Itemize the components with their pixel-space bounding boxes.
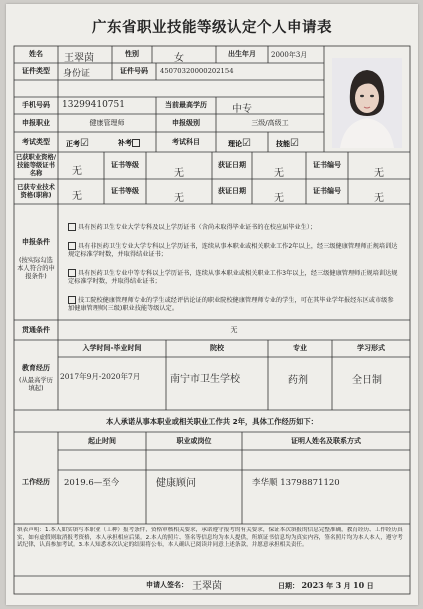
date-row: 日期： 2023 年 3 月 10 日 — [278, 580, 374, 590]
phone-value[interactable]: 13299410751 — [62, 100, 125, 110]
edu-period-header: 入学时间-毕业时间 — [82, 344, 142, 352]
occupation-label: 申报职业 — [22, 118, 50, 127]
phone-label: 手机号码 — [22, 101, 50, 109]
title-date-label: 获证日期 — [218, 187, 246, 195]
birth-label: 出生年月 — [228, 50, 256, 58]
id-number-value[interactable]: 45070320000202154 — [160, 67, 234, 75]
held-occupation-label: 已获职业资格/技能等级证书名称 — [15, 154, 57, 177]
held-date-value[interactable]: 无 — [274, 168, 284, 179]
skill-check-icon: ☑ — [290, 138, 299, 149]
witness-header: 证明人姓名及联系方式 — [291, 436, 361, 445]
title-date-value[interactable]: 无 — [274, 193, 284, 204]
work-commit-text: 本人承诺从事本职业或相关职业工作共 2年，具体工作经历如下： — [106, 416, 318, 426]
makeup-option[interactable] — [118, 138, 142, 148]
date-month[interactable]: 3 — [335, 580, 342, 590]
study-form-value[interactable]: 全日制 — [352, 375, 382, 386]
condition-3-checkbox-icon — [68, 269, 76, 277]
name-value[interactable]: 王翠茵 — [64, 53, 94, 64]
condition-1-text: 具有医药卫生专业大学专科及以上学历证书（含尚未取得毕业证书的在校应届毕业生）； — [78, 224, 317, 231]
title-no-value[interactable]: 无 — [374, 193, 384, 204]
name-label: 姓名 — [29, 50, 43, 58]
id-type-label: 证件类型 — [22, 67, 50, 75]
work-period-value[interactable]: 2019.6—至今 — [64, 478, 120, 488]
condition-4-checkbox-icon — [68, 296, 76, 304]
regular-check-icon: ☑ — [80, 138, 89, 149]
held-level-value[interactable]: 无 — [174, 168, 184, 179]
work-unit-value[interactable]: 健康顾问 — [156, 478, 196, 489]
level-label: 申报级别 — [172, 118, 200, 127]
title-level-label: 证书等级 — [111, 187, 139, 195]
through-value[interactable]: 无 — [230, 325, 238, 334]
skill-option[interactable] — [276, 138, 299, 149]
sign-value[interactable]: 王翠茵 — [192, 581, 222, 592]
title-name-value[interactable]: 无 — [72, 191, 82, 202]
title-no-label: 证书编号 — [313, 187, 341, 195]
theory-check-icon: ☑ — [242, 138, 251, 149]
makeup-label: 补考 — [118, 139, 132, 147]
condition-3[interactable] — [68, 269, 398, 286]
held-title-label: 已获专业技术资格(职称) — [17, 184, 55, 199]
portrait-icon — [332, 58, 402, 148]
declaration-text: 填表声明：1.本人如实填写本职业（工种）报考条件，资格审核相关要求，承诺遵守报考的有关要求，保证本次填报的信息完整准确，教育经历、工作经历真实，如有虚假则取消报考资格，本人承担相应后果。2.本人的照片、签名等信息均为本人提供，所填证书信息均为真实内容，签名照片均为本人本人，遵守考试纪律，认真参加考试。3.本人知悉本次认定的结果将公布，本人确认已阅读并同意上述条款，并愿意承担相关责任。 — [17, 527, 403, 548]
education-value[interactable]: 中专 — [232, 104, 252, 115]
skill-label: 技能 — [276, 140, 290, 148]
signature-row: 申请人签名： — [146, 581, 188, 589]
application-form — [6, 4, 418, 605]
held-occupation-value[interactable]: 无 — [72, 166, 82, 177]
exam-type-label: 考试类型 — [22, 137, 50, 146]
subjects-label: 考试科目 — [172, 137, 200, 146]
condition-2-text: 具有非医药卫生专业大学专科以上学历证书，连续从事本职业或相关职业工作2年以上，经三级健康管理师正规培训达规定标准学时数，并取得结业证书； — [68, 243, 398, 258]
conditions-note: (按实际勾选本人符合的申报条件) — [17, 257, 55, 280]
level-value[interactable]: 三级/高级工 — [251, 118, 289, 127]
id-number-label: 证件号码 — [120, 67, 148, 75]
date-year[interactable]: 2023 — [301, 580, 324, 590]
condition-4[interactable] — [68, 296, 398, 313]
condition-2[interactable] — [68, 242, 398, 259]
form-title: 广东省职业技能等级认定个人申请表 — [92, 20, 332, 36]
witness-value[interactable]: 李华顺 13798871120 — [252, 478, 340, 488]
makeup-checkbox-icon — [132, 139, 140, 147]
school-header: 院校 — [210, 344, 224, 352]
edu-history-label: 教育经历 — [22, 363, 50, 372]
condition-3-text: 具有医药卫生专业中等专科以上学历证书，连续从事本职业或相关职业工作3年以上，经三级健康管理师正规培训达规定标准学时数，并取得结业证书； — [68, 270, 398, 285]
edu-period-value[interactable]: 2017年9月-2020年7月 — [60, 372, 141, 381]
through-label: 贯通条件 — [22, 325, 50, 334]
birth-value[interactable]: 2000年3月 — [271, 51, 308, 59]
theory-label: 理论 — [228, 140, 242, 148]
regular-option[interactable] — [66, 138, 89, 149]
sign-label: 申请人签名 — [146, 581, 181, 589]
gender-value[interactable]: 女 — [174, 53, 184, 64]
condition-1[interactable] — [68, 223, 398, 232]
cert-no-label: 证书编号 — [313, 161, 341, 169]
gender-label: 性别 — [125, 50, 139, 58]
condition-1-checkbox-icon — [68, 223, 76, 231]
major-value[interactable]: 药剂 — [288, 375, 308, 386]
conditions-label: 申报条件 — [22, 237, 50, 246]
work-unit-header: 职业或岗位 — [176, 436, 212, 445]
held-no-value[interactable]: 无 — [374, 168, 384, 179]
occupation-value[interactable]: 健康管理师 — [89, 118, 125, 127]
cert-level-label: 证书等级 — [111, 161, 139, 169]
education-label: 当前最高学历 — [165, 101, 207, 109]
work-period-header: 起止时间 — [88, 436, 116, 445]
condition-2-checkbox-icon — [68, 242, 76, 250]
date-label: 日期 — [278, 582, 292, 590]
title-level-value[interactable]: 无 — [174, 193, 184, 204]
school-value[interactable]: 南宁市卫生学校 — [170, 374, 240, 385]
condition-4-text: 技工院校健康管理师专业的学生或经评估论证的职业院校健康管理师专业的学生，可在其毕业学年报经东区或市级参加健康管理师(三级)职业技能等级认定。 — [68, 297, 394, 312]
id-type-value[interactable]: 身份证 — [63, 69, 91, 79]
major-header: 专业 — [293, 344, 307, 352]
date-day[interactable]: 10 — [353, 580, 365, 590]
regular-label: 正考 — [66, 140, 80, 148]
edu-history-note: (从最高学历填起) — [19, 377, 53, 392]
theory-option[interactable] — [228, 138, 251, 149]
obtain-date-label: 获证日期 — [218, 161, 246, 169]
work-history-label: 工作经历 — [22, 477, 50, 486]
applicant-photo — [332, 58, 402, 148]
study-form-header: 学习形式 — [357, 344, 385, 352]
